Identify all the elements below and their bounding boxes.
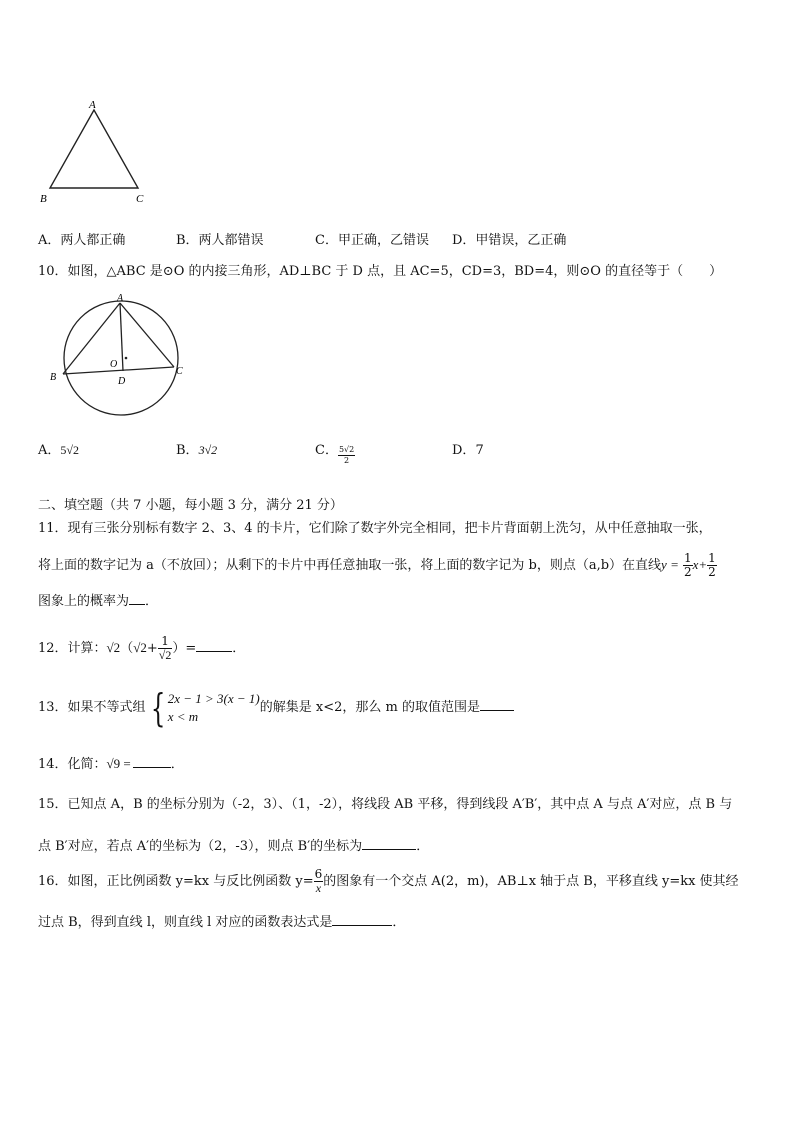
- q15-end: ．: [416, 839, 430, 854]
- q16-frac-den: x: [315, 881, 322, 895]
- q15-line1: 15．已知点 A，B 的坐标分别为（-2，3）、（1，-2），将线段 AB 平移，得到线段 A′B′，其中点 A 与点 A′对应，点 B 与: [38, 797, 733, 812]
- triangle-figure: [38, 98, 158, 208]
- q12-post: ）=: [172, 641, 197, 656]
- q12-open: （: [120, 641, 134, 656]
- q11-frac2-num: 1: [708, 551, 716, 565]
- q11-line1: 11．现有三张分别标有数字 2、3、4 的卡片，它们除了数字外完全相同，把卡片背面朝上洗匀，从中任意抽取一张，: [38, 521, 712, 536]
- q10-option-a-label: A．: [38, 443, 61, 458]
- segment-bc: [63, 367, 174, 374]
- q14-pre: 14．化简：: [38, 757, 107, 772]
- vertex-label-c: C: [136, 193, 144, 205]
- q12-sqrt2-b: √2: [133, 640, 147, 655]
- label-d: D: [118, 376, 126, 387]
- vertex-label-b: B: [40, 193, 47, 205]
- q10-option-b-label: B．: [176, 443, 199, 458]
- q16-frac-num: 6: [314, 867, 323, 881]
- q9-option-a: A．两人都正确: [38, 233, 126, 248]
- q16-answer-blank[interactable]: [332, 915, 392, 926]
- q13-answer-blank[interactable]: [480, 700, 514, 711]
- q13-post: 的解集是 x<2，那么 m 的取值范围是: [259, 700, 480, 715]
- q12-sqrt2: √2: [106, 640, 121, 655]
- q10-option-a: [38, 439, 79, 458]
- q9-option-b: B．两人都错误: [176, 233, 264, 248]
- triangle-abc: [50, 110, 138, 188]
- label-a: A: [117, 293, 124, 304]
- q10-option-d-value: 7: [475, 443, 484, 458]
- q12-line: [38, 633, 245, 664]
- q16-line2: [38, 914, 405, 932]
- q13-inequality-1: 2x − 1 > 3(x − 1): [167, 690, 260, 706]
- q10-option-c-label: C．: [315, 443, 338, 458]
- q13-line: 13．如果不等式组 { 2x − 1 > 3(x − 1) x < m 的解集是 x<2，那么 m 的取值范围是: [38, 688, 514, 728]
- center-point-o: [125, 357, 128, 360]
- q11-line3: [38, 593, 158, 611]
- q15-answer-blank[interactable]: [362, 839, 416, 850]
- q11-frac1-num: 1: [683, 551, 692, 565]
- q9-option-d: D．甲错误，乙正确: [452, 233, 567, 248]
- q11-line3-end: ．: [145, 594, 159, 609]
- q9-option-c: C．甲正确，乙错误: [315, 233, 429, 248]
- q15-line2: [38, 838, 429, 856]
- q10-option-b: [176, 439, 217, 458]
- q13-pre: 13．如果不等式组: [38, 700, 146, 715]
- q11-answer-blank[interactable]: [129, 594, 145, 605]
- circle-figure: [48, 292, 198, 420]
- q14-line: [38, 755, 184, 774]
- vertex-label-a: A: [89, 99, 96, 111]
- q10-option-a-value: 5√2: [60, 443, 79, 457]
- label-b: B: [50, 372, 57, 383]
- q16-end: ．: [392, 915, 406, 930]
- q10-option-c-denominator: 2: [344, 456, 350, 465]
- q11-line2-text: 将上面的数字记为 a（不放回）；从剩下的卡片中再任意抽取一张，将上面的数字记为 b，则点（a,b）在直线: [38, 558, 662, 573]
- q12-answer-blank[interactable]: [196, 641, 232, 652]
- q11-line3-text: 图象上的概率为: [38, 594, 130, 609]
- q12-plus: +: [146, 641, 158, 656]
- segment-ac: [120, 303, 174, 367]
- q16-line1: [38, 865, 739, 899]
- q10-option-c-numerator: 5√2: [338, 445, 355, 454]
- q12-frac-num: 1: [158, 635, 173, 649]
- q11-line2: [38, 550, 717, 581]
- q11-eq-y: y =: [661, 557, 679, 572]
- q12-pre: 12．计算：: [38, 641, 107, 656]
- segment-ad: [120, 303, 123, 371]
- q11-frac1-den: 2: [683, 565, 692, 579]
- section-heading-fill-in: 二、填空题（共 7 小题，每小题 3 分，满分 21 分）: [38, 498, 343, 513]
- q10-option-c: [315, 439, 355, 466]
- q14-expr: √9 =: [106, 756, 131, 771]
- q10-option-d-label: D．: [452, 443, 476, 458]
- q16-post: 的图象有一个交点 A(2，m)，AB⊥x 轴于点 B，平移直线 y=kx 使其经: [323, 874, 739, 889]
- q16-pre: 16．如图，正比例函数 y=kx 与反比例函数 y=: [38, 874, 314, 889]
- q14-end: ．: [170, 757, 184, 772]
- q13-inequality-2: x < m: [167, 708, 199, 724]
- q16-line2-text: 过点 B，得到直线 l，则直线 l 对应的函数表达式是: [38, 915, 333, 930]
- q11-eq-x: x+: [692, 557, 708, 572]
- q10-question: 10．如图，△ABC 是⊙O 的内接三角形，AD⊥BC 于 D 点，且 AC=5，CD=3，BD=4，则⊙O 的直径等于（ ）: [38, 264, 723, 279]
- q11-frac2-den: 2: [708, 565, 716, 579]
- q10-option-b-value: 3√2: [198, 443, 218, 457]
- q12-frac-den: √2: [158, 648, 172, 662]
- q15-line2-text: 点 B′对应，若点 A′的坐标为（2，-3），则点 B′的坐标为: [38, 839, 363, 854]
- label-c: C: [176, 366, 183, 377]
- q10-option-d: [452, 439, 484, 458]
- q12-end: ．: [232, 641, 246, 656]
- label-o: O: [110, 359, 118, 370]
- q14-answer-blank[interactable]: [133, 757, 171, 768]
